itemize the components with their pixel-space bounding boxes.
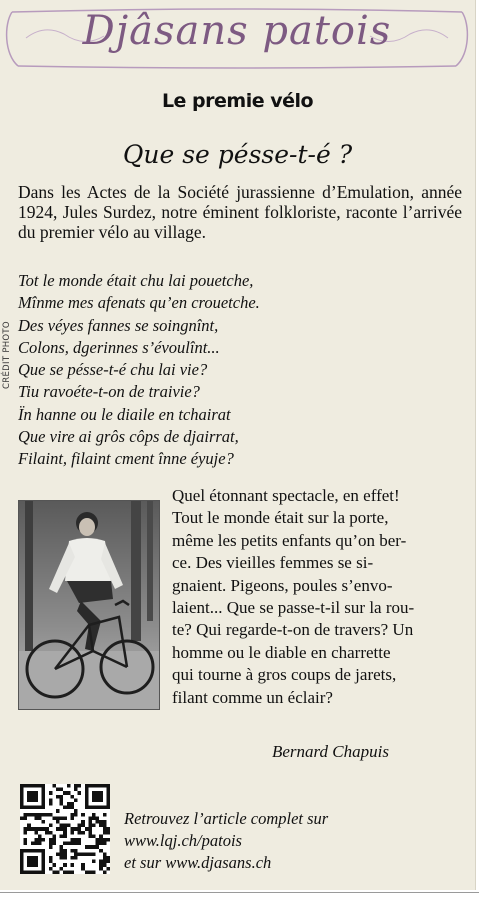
story-line: même les petits enfants qu’on ber-: [172, 530, 407, 550]
poem-line: Que se pésse-t-é chu lai vie?: [18, 360, 208, 380]
article-question: Que se pésse-t-é ?: [122, 140, 353, 169]
story-line: homme ou le diable en charrette: [172, 642, 391, 662]
footer-line-intro: Retrouvez l’article complet sur: [124, 809, 329, 828]
qr-code-icon: [20, 784, 110, 874]
poem-line: Tot le monde était chu lai pouetche,: [18, 271, 254, 290]
poem-line: Ïn hanne ou le diaile en tchairat: [18, 404, 231, 424]
story-line: laient... Que se passe-t-il sur la rou-: [172, 598, 415, 618]
article-subtitle: Le premie vélo: [161, 90, 314, 112]
story-line: Tout le monde était sur la porte,: [172, 508, 389, 528]
poem-line: Que vire ai grôs côps de djairrat,: [18, 427, 239, 447]
banner-title: Djâsans patois: [82, 8, 392, 54]
photo-credit-label: CRÉDIT PHOTO: [2, 321, 12, 389]
story-paragraph: [172, 485, 462, 709]
cyclist-photo: [18, 500, 160, 710]
poem-line: Tiu ravoéte-t-on de traivie?: [18, 382, 200, 402]
story-line: Quel étonnant spectacle, en effet!: [172, 486, 400, 505]
author-signature: Bernard Chapuis: [272, 742, 389, 761]
story-line: te? Qui regarde-t-on de travers? Un: [172, 620, 414, 640]
header-banner: [4, 4, 470, 70]
story-line: qui tourne à gros coups de jarets,: [172, 665, 397, 685]
story-line: gnaient. Pigeons, poules s’envo-: [172, 575, 393, 595]
footer-links: [124, 808, 454, 874]
footer-link-djasans[interactable]: et sur www.djasans.ch: [124, 853, 272, 872]
page-bottom-rule: [0, 892, 479, 893]
intro-paragraph: Dans les Actes de la Société jurassienne d’Emulation, année 1924, Jules Surdez, notre éminent folkloriste, raconte l’arrivée du premier vélo au village.: [18, 182, 462, 242]
cyclist-photo-image: [19, 501, 159, 709]
footer-link-lqj[interactable]: www.lqj.ch/patois: [124, 831, 242, 850]
story-line: ce. Des vieilles femmes se si-: [172, 553, 374, 573]
story-line: filant comme un éclair?: [172, 687, 333, 707]
qr-code[interactable]: [20, 784, 110, 874]
poem-line: Colons, dgerinnes s’évoulînt...: [18, 337, 220, 357]
patois-poem: [18, 270, 438, 471]
poem-line: Filaint, filaint cment înne éyuje?: [18, 449, 234, 469]
poem-line: Mînme mes afenats qu’en crouetche.: [18, 293, 260, 313]
poem-line: Des véyes fannes se soingnînt,: [18, 315, 219, 335]
